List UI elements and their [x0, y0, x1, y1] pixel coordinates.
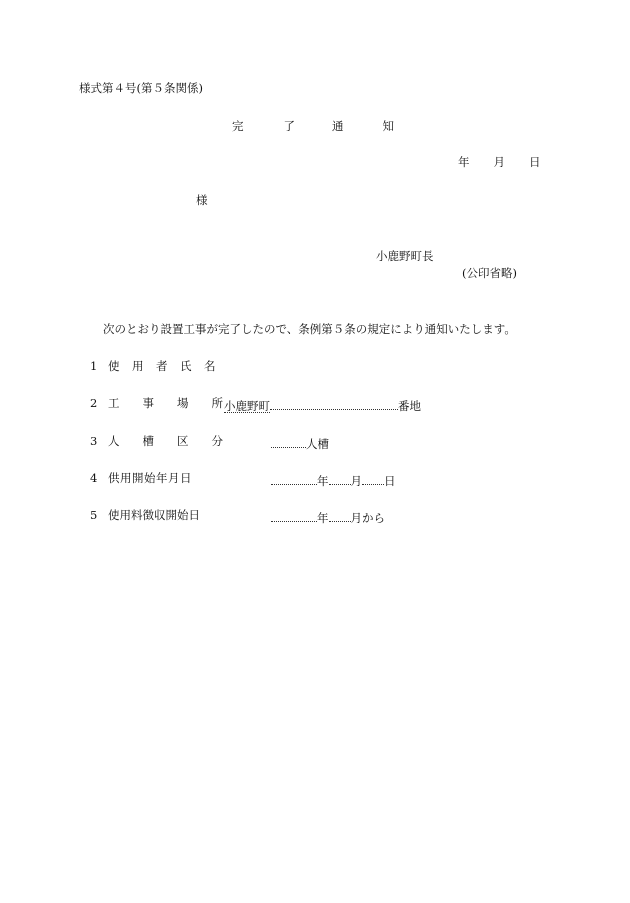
addressee-suffix: 様 [196, 193, 208, 207]
issuer-name: 小鹿野町長 [376, 249, 434, 263]
year-blank[interactable] [271, 473, 317, 485]
item-number: 5 [90, 508, 98, 522]
tank-class-field [271, 436, 329, 451]
item-label-service-start-date: 供用開始年月日 [108, 471, 192, 485]
title-char: 完 [232, 119, 244, 133]
title-char: 通 [332, 119, 344, 133]
label-char: 槽 [142, 434, 154, 448]
tank-suffix: 人槽 [306, 437, 329, 451]
item-label-site-location [108, 398, 223, 410]
fee-start-date-field [271, 510, 385, 525]
label-char: 区 [177, 434, 189, 448]
item-label-user-name [108, 361, 216, 373]
label-char: 氏 [180, 359, 192, 373]
label-char: 人 [108, 434, 120, 448]
date-day: 日 [529, 155, 541, 169]
item-number: 4 [90, 471, 98, 485]
label-char: 場 [177, 396, 189, 410]
document-title [232, 121, 394, 133]
item-label-tank-class [108, 436, 223, 448]
item-label-fee-start-date: 使用料徴収開始日 [108, 508, 200, 522]
day-unit: 日 [384, 474, 396, 488]
title-char: 了 [283, 119, 295, 133]
year-unit: 年 [317, 511, 329, 525]
date-line [458, 157, 541, 169]
town-name: 小鹿野町 [224, 399, 270, 413]
title-char: 知 [382, 119, 394, 133]
day-blank[interactable] [362, 473, 384, 485]
month-blank[interactable] [329, 473, 351, 485]
label-char: 事 [142, 396, 154, 410]
notice-body-text: 次のとおり設置工事が完了したので、条例第５条の規定により通知いたします。 [103, 322, 516, 336]
month-from-suffix: 月から [350, 511, 385, 525]
tank-capacity-blank[interactable] [271, 436, 306, 448]
label-char: 者 [156, 359, 168, 373]
label-char: 所 [211, 396, 223, 410]
label-char: 使 [108, 359, 120, 373]
banchi-suffix: 番地 [398, 399, 421, 413]
date-year: 年 [458, 155, 470, 169]
year-unit: 年 [317, 474, 329, 488]
label-char: 工 [108, 396, 120, 410]
item-number: 2 [90, 396, 98, 410]
month-unit: 月 [350, 474, 362, 488]
label-char: 分 [211, 434, 223, 448]
month-blank[interactable] [329, 510, 351, 522]
site-location-field [224, 398, 421, 413]
item-number: 1 [90, 359, 98, 373]
label-char: 用 [132, 359, 144, 373]
date-month: 月 [493, 155, 505, 169]
year-blank[interactable] [271, 510, 317, 522]
item-number: 3 [90, 434, 98, 448]
seal-note: (公印省略) [462, 266, 517, 280]
service-start-date-field [271, 473, 396, 488]
address-blank[interactable] [270, 398, 398, 410]
form-number: 様式第４号(第５条関係) [79, 81, 203, 95]
label-char: 名 [204, 359, 216, 373]
